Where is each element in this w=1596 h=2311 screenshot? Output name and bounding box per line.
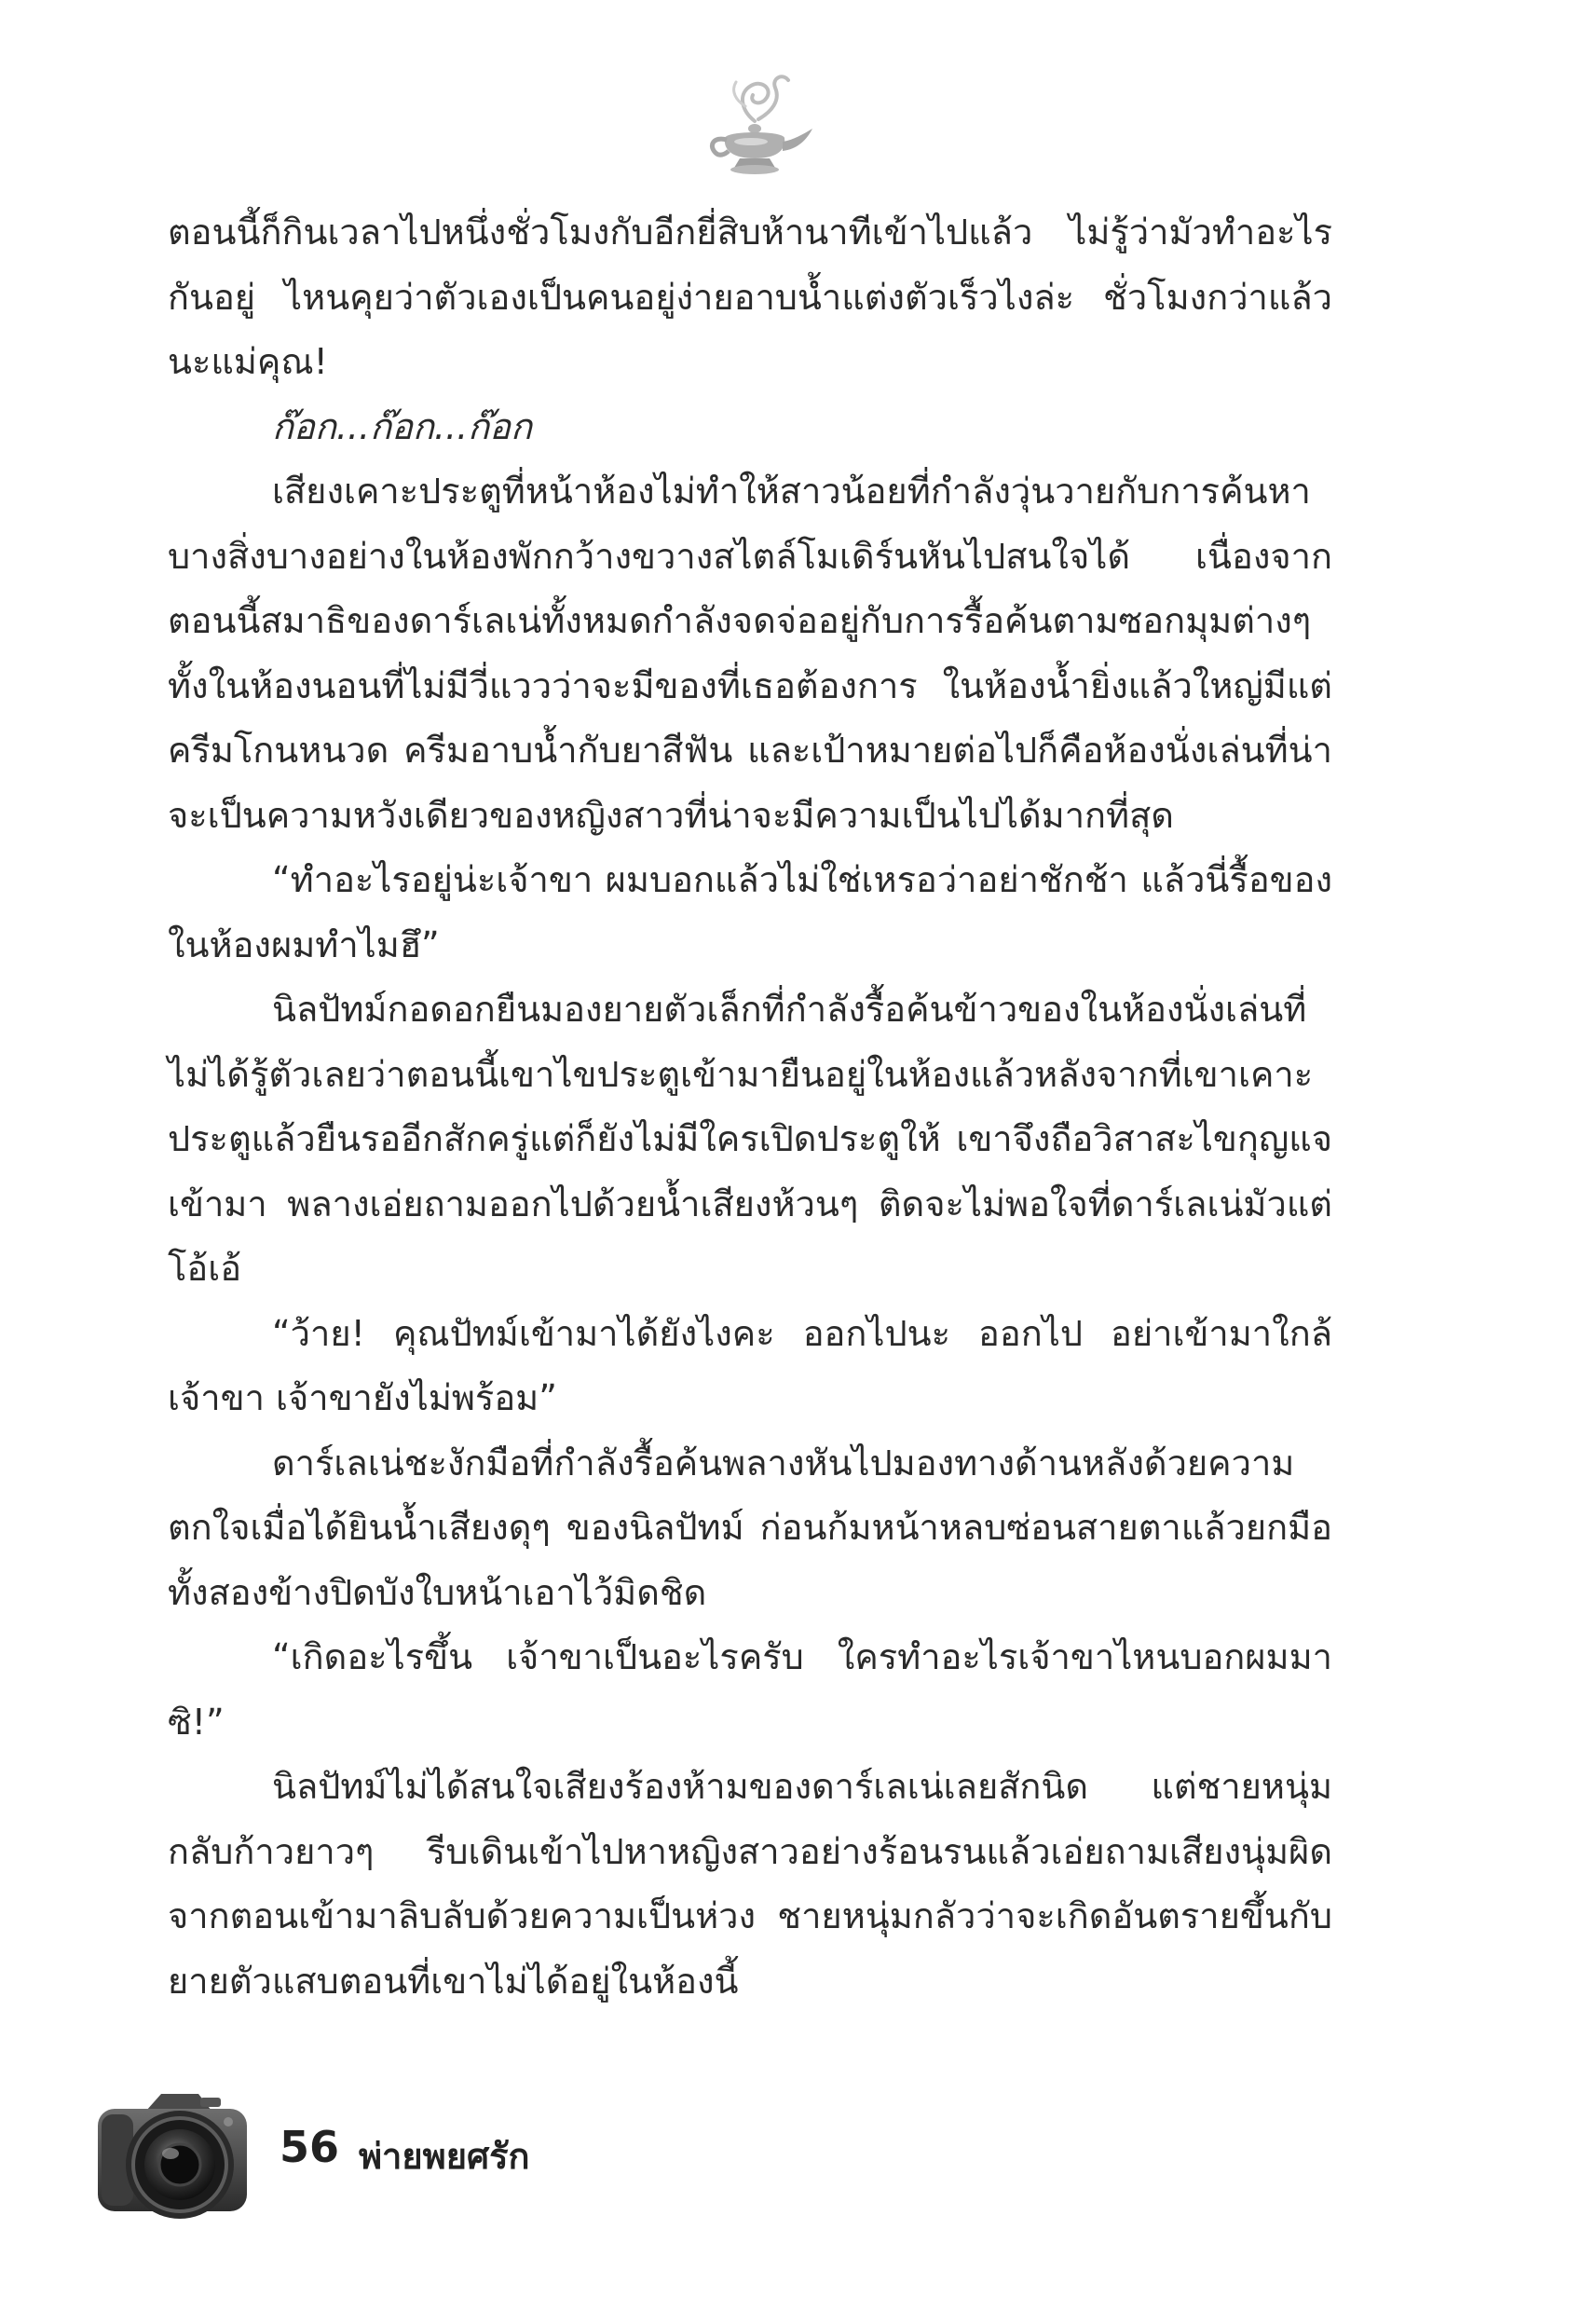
- dialogue-paragraph: “ว้าย! คุณปัทม์เข้ามาได้ยังไงคะ ออกไปนะ ออกไป อย่าเข้ามาใกล้เจ้าขา เจ้าขายังไม่พร้อม”: [168, 1312, 1332, 1418]
- body-text: [168, 200, 1332, 2014]
- genie-lamp-icon: [689, 65, 820, 186]
- paragraph: นิลปัทม์ไม่ได้สนใจเสียงร้องห้ามของดาร์เลเน่เลยสักนิด แต่ชายหนุ่มกลับก้าวยาวๆ รีบเดินเข้าไปหาหญิงสาวอย่างร้อนรนแล้วเอ่ยถามเสียงนุ่มผิดจากตอนเข้ามาลิบลับด้วยความเป็นห่วง ชายหนุ่มกลัวว่าจะเกิดอันตรายขึ้นกับยายตัวแสบตอนที่เขาไม่ได้อยู่ในห้องนี้: [168, 1766, 1332, 2002]
- paragraph: ดาร์เลเน่ชะงักมือที่กำลังรื้อค้นพลางหันไปมองทางด้านหลังด้วยความตกใจเมื่อได้ยินน้ำเสียงดุๆ ของนิลปัทม์ ก่อนก้มหน้าหลบซ่อนสายตาแล้วยกมือทั้งสองข้างปิดบังใบหน้าเอาไว้มิดชิด: [168, 1442, 1332, 1613]
- page-number: 56: [280, 2122, 340, 2172]
- dialogue-paragraph: “เกิดอะไรขึ้น เจ้าขาเป็นอะไรครับ ใครทำอะไรเจ้าขาไหนบอกผมมาซิ!”: [168, 1636, 1332, 1743]
- paragraph: เสียงเคาะประตูที่หน้าห้องไม่ทำให้สาวน้อยที่กำลังวุ่นวายกับการค้นหาบางสิ่งบางอย่างในห้องพักกว้างขวางสไตล์โมเดิร์นหันไปสนใจได้ เนื่องจากตอนนี้สมาธิของดาร์เลเน่ทั้งหมดกำลังจดจ่ออยู่กับการรื้อค้นตามซอกมุมต่างๆ ทั้งในห้องนอนที่ไม่มีวี่แววว่าจะมีของที่เธอต้องการ ในห้องน้ำยิ่งแล้วใหญ่มีแต่ครีมโกนหนวด ครีมอาบน้ำกับยาสีฟัน และเป้าหมายต่อไปก็คือห้องนั่งเล่นที่น่าจะเป็นความหวังเดียวของหญิงสาวที่น่าจะมีความเป็นไปได้มากที่สุด: [168, 471, 1332, 836]
- paragraph: นิลปัทม์กอดอกยืนมองยายตัวเล็กที่กำลังรื้อค้นข้าวของในห้องนั่งเล่นที่ไม่ได้รู้ตัวเลยว่าตอนนี้เขาไขประตูเข้ามายืนอยู่ในห้องแล้วหลังจากที่เขาเคาะประตูแล้วยืนรออีกสักครู่แต่ก็ยังไม่มีใครเปิดประตูให้ เขาจึงถือวิสาสะไขกุญแจเข้ามา พลางเอ่ยถามออกไปด้วยน้ำเสียงห้วนๆ ติดจะไม่พอใจที่ดาร์เลเน่มัวแต่โอ้เอ้: [168, 989, 1332, 1289]
- paragraph: ตอนนี้ก็กินเวลาไปหนึ่งชั่วโมงกับอีกยี่สิบห้านาทีเข้าไปแล้ว ไม่รู้ว่ามัวทำอะไรกันอยู่ ไหนคุยว่าตัวเองเป็นคนอยู่ง่ายอาบน้ำแต่งตัวเร็วไงล่ะ ชั่วโมงกว่าแล้วนะแม่คุณ!: [168, 212, 1332, 382]
- page-footer: [89, 2073, 741, 2260]
- dialogue-paragraph: “ทำอะไรอยู่น่ะเจ้าขา ผมบอกแล้วไม่ใช่เหรอว่าอย่าชักช้า แล้วนี่รื้อของในห้องผมทำไมฮึ”: [168, 859, 1332, 965]
- sound-effect-line: ก๊อก...ก๊อก...ก๊อก: [272, 405, 532, 447]
- book-title: พ่ายพยศรัก: [359, 2136, 530, 2177]
- camera-icon: [89, 2073, 256, 2241]
